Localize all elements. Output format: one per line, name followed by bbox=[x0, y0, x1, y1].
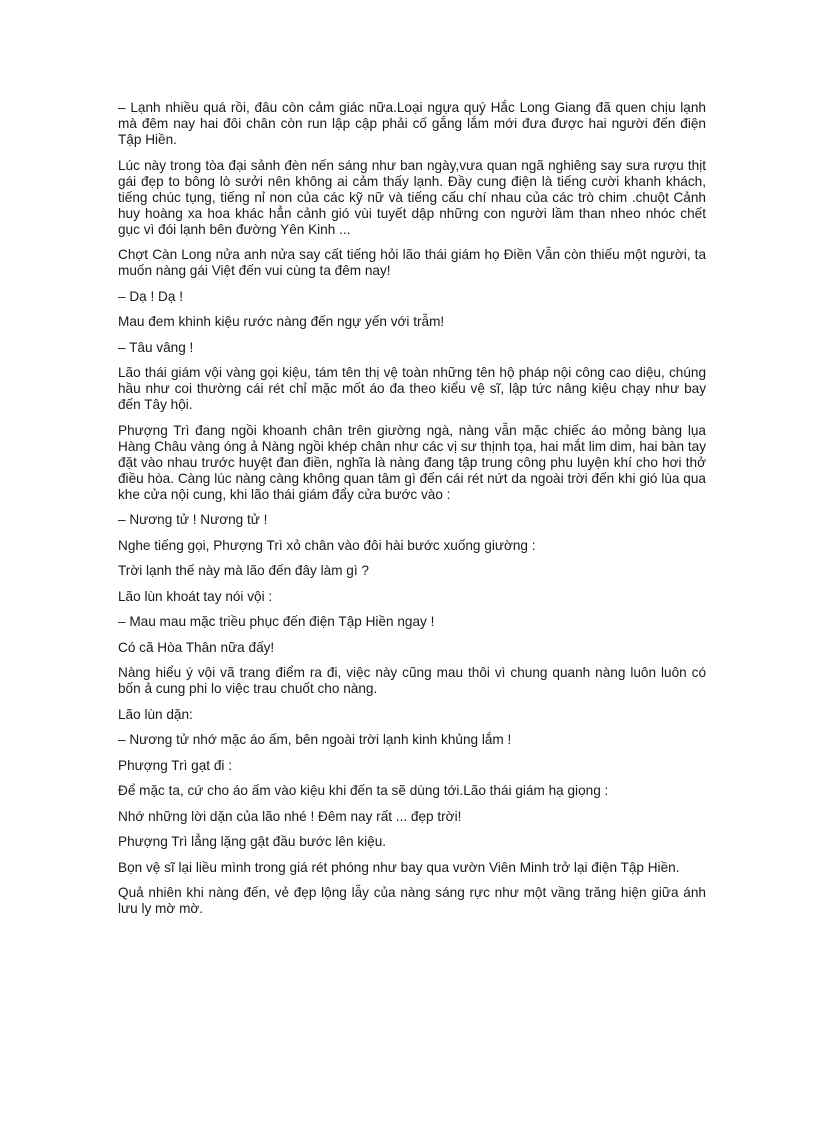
paragraph: Phượng Trì lẳng lặng gật đầu bước lên kiệu. bbox=[118, 834, 387, 849]
paragraph: Để mặc ta, cứ cho áo ấm vào kiệu khi đến ta sẽ dùng tới.Lão thái giám hạ giọng : bbox=[118, 783, 609, 798]
paragraph: Phượng Trì đang ngồi khoanh chân trên giường ngà, nàng vẫn mặc chiếc áo mỏng bàng lụa Hàng Châu vàng óng ả Nàng ngồi khép chân như các vị sư thịnh tọa, hai mắt lim dim, hai bàn tay đặt vào nhau trước huyệt đan điền, nghĩa là nàng đang tập trung công phu luyện khí cho hơi thở điều hòa. Càng lúc nàng càng không quan tâm gì đến cái rét nứt da ngoài trời đến khi gió lùa qua khe cửa nội cung, khi lão thái giám đẩy cửa bước vào : bbox=[118, 422, 706, 502]
paragraph: – Tâu vâng ! bbox=[118, 339, 194, 355]
paragraph: Nàng hiểu ý vội vã trang điểm ra đi, việc này cũng mau thôi vì chung quanh nàng luôn luôn có bốn ả cung phi lo việc trau chuốt cho nàng. bbox=[118, 665, 706, 696]
paragraph: – Dạ ! Dạ ! bbox=[118, 288, 183, 304]
paragraph: Chợt Càn Long nửa anh nửa say cất tiếng hỏi lão thái giám họ Điền Vẫn còn thiếu một người, ta muốn nàng gái Việt đến vui cùng ta đêm nay! bbox=[118, 247, 706, 278]
paragraph: Lão lùn khoát tay nói vội : bbox=[118, 588, 273, 604]
paragraph: – Nương tử nhớ mặc áo ấm, bên ngoài trời lạnh kinh khủng lắm ! bbox=[118, 732, 512, 747]
document-page bbox=[118, 100, 706, 927]
paragraph: Nhớ những lời dặn của lão nhé ! Đêm nay rất ... đẹp trời! bbox=[118, 808, 462, 824]
paragraph: Có cã Hòa Thân nữa đấy! bbox=[118, 639, 275, 655]
paragraph: Mau đem khinh kiệu rước nàng đến ngự yến với trẫm! bbox=[118, 314, 445, 329]
paragraph: – Mau mau mặc triều phục đến điện Tập Hiền ngay ! bbox=[118, 614, 435, 629]
paragraph: Bọn vệ sĩ lại liều mình trong giá rét phóng như bay qua vườn Viên Minh trở lại điện Tập Hiền. bbox=[118, 859, 680, 875]
paragraph: – Nương tử ! Nương tử ! bbox=[118, 512, 268, 527]
paragraph: Lão lùn dặn: bbox=[118, 706, 193, 722]
paragraph: Phượng Trì gạt đi : bbox=[118, 757, 232, 773]
paragraph: – Lạnh nhiều quá rồi, đâu còn cảm giác nữa.Loại ngựa quý Hắc Long Giang đã quen chịu lạnh mà đêm nay hai đôi chân còn run lập cập phải cố gắng lắm mới đưa được hai người đến điện Tập Hiền. bbox=[118, 100, 706, 147]
paragraph: Quả nhiên khi nàng đến, vẻ đẹp lộng lẫy của nàng sáng rực như một vầng trăng hiện giữa ánh lưu ly mờ mờ. bbox=[118, 885, 706, 916]
paragraph: Lão thái giám vội vàng gọi kiệu, tám tên thị vệ toàn những tên hộ pháp nội công cao diệu, chúng hầu như coi thường cái rét chỉ mặc mốt áo đa theo kiểu vệ sĩ, lập tức nâng kiệu chạy như bay đến Tây hội. bbox=[118, 365, 706, 412]
paragraph: Trời lạnh thế này mà lão đến đây làm gì ? bbox=[118, 563, 369, 578]
paragraph: Nghe tiếng gọi, Phượng Trì xỏ chân vào đôi hài bước xuống giường : bbox=[118, 537, 536, 553]
paragraph: Lúc này trong tòa đại sảnh đèn nến sáng như ban ngày,vưa quan ngã nghiêng say sưa rượu thịt gái đẹp to bông lò sưởi nên không ai cảm thấy lạnh. Đầy cung điện là tiếng cười khanh khách, tiếng chúc tụng, tiếng nỉ non của các kỹ nữ và tiếng cấu chí nhau của các trò chim .chuột Cảnh huy hoàng xa hoa khác hẳn cảnh gió vùi tuyết dập những con người lầm than nheo nhóc chết gục vì đói lạnh bên đường Yên Kinh ... bbox=[118, 157, 706, 237]
